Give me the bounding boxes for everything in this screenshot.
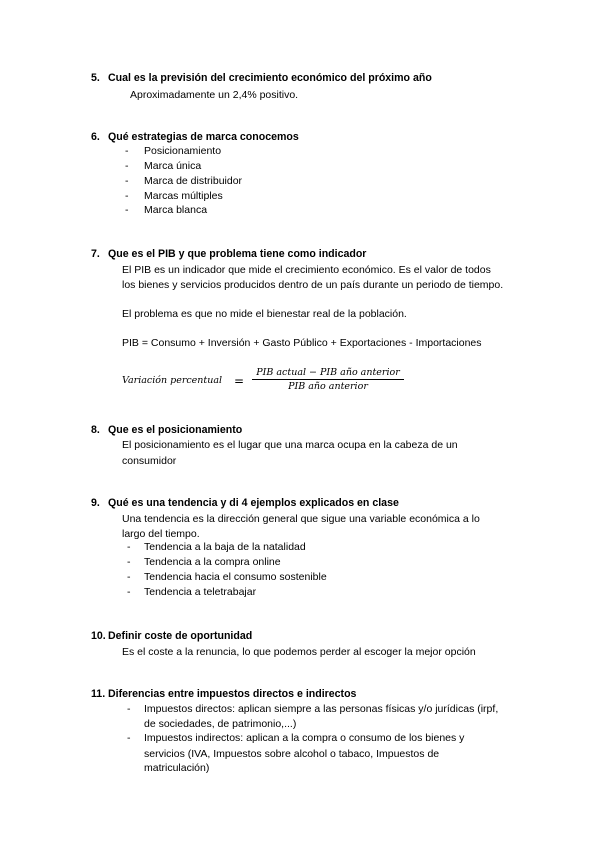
answer-9-line-1: Una tendencia es la dirección general que sigue una variable económica a lo [122,513,480,525]
answer-7-line-2: los bienes y servicios producidos dentro de un país durante un periodo de tiempo. [122,279,504,291]
question-5-heading: 5. Cual es la previsión del crecimiento económico del próximo año [91,72,432,84]
answer-10: Es el coste a la renuncia, lo que podemos perder al escoger la mejor opción [122,646,476,658]
answer-7-line-3: El problema es que no mide el bienestar real de la población. [122,308,407,320]
list-item-continuation: matriculación) [144,762,210,774]
answer-8-line-2: consumidor [122,455,177,467]
formula-lhs: Variación percentual [122,375,223,386]
pib-equation: PIB = Consumo + Inversión + Gasto Público + Exportaciones - Importaciones [122,337,482,349]
formula-fraction [252,367,404,392]
formula-numerator: PIB actual − PIB año anterior [256,367,400,378]
list-item-continuation: servicios (IVA, Impuestos sobre alcohol o tabaco, Impuestos de [144,748,440,760]
question-8-heading: 8. Que es el posicionamiento [91,424,243,436]
fraction-bar [252,379,404,380]
question-7-heading: 7. Que es el PIB y que problema tiene como indicador [91,248,367,260]
question-6-heading: 6. Qué estrategias de marca conocemos [91,131,299,143]
answer-7-line-1: El PIB es un indicador que mide el crecimiento económico. Es el valor de todos [122,264,491,276]
list-item-continuation: de sociedades, de patrimonio,...) [144,718,297,730]
answer-9-line-2: largo del tiempo. [122,528,200,540]
question-9-heading: 9. Qué es una tendencia y di 4 ejemplos explicados en clase [91,497,399,509]
formula-denominator: PIB año anterior [288,381,368,392]
question-11-heading: 11. Diferencias entre impuestos directos e indirectos [91,688,357,700]
answer-8-line-1: El posicionamiento es el lugar que una marca ocupa en la cabeza de un [122,439,458,451]
formula-equals: = [234,374,245,388]
question-10-heading: 10. Definir coste de oportunidad [91,630,253,642]
answer-5: Aproximadamente un 2,4% positivo. [130,89,299,101]
